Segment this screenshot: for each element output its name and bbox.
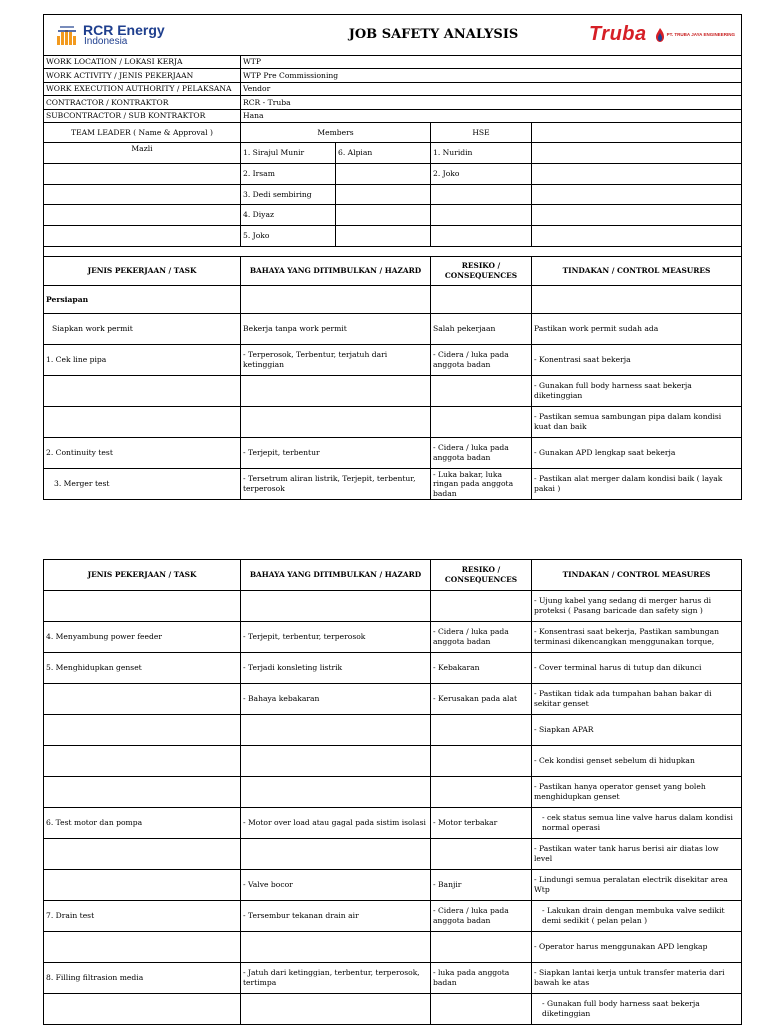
section-label: Persiapan xyxy=(44,286,241,314)
empty-cell xyxy=(431,286,532,314)
info-label: WORK EXECUTION AUTHORITY / PELAKSANA xyxy=(44,83,241,96)
truba-jaya-logo xyxy=(655,28,735,42)
empty-cell xyxy=(336,205,431,226)
control-cell: - Gunakan APD lengkap saat bekerja xyxy=(532,438,742,469)
task-cell xyxy=(44,684,241,715)
control-cell: - Gunakan full body harness saat bekerja diketinggian xyxy=(532,376,742,407)
control-cell: - Konentrasi saat bekerja xyxy=(532,345,742,376)
risk-cell: - Luka bakar, luka ringan pada anggota badan xyxy=(431,469,532,500)
member-name: 3. Dedi sembiring xyxy=(241,185,336,205)
hazard-cell xyxy=(241,777,431,808)
hazard-cell xyxy=(241,715,431,746)
empty-cell xyxy=(336,226,431,247)
empty-cell xyxy=(44,185,241,205)
control-cell: - Pastikan semua sambungan pipa dalam kondisi kuat dan baik xyxy=(532,407,742,438)
control-cell: - Siapkan lantai kerja untuk transfer materia dari bawah ke atas xyxy=(532,963,742,994)
task-cell: Siapkan work permit xyxy=(44,314,241,345)
risk-cell xyxy=(431,994,532,1025)
col-header-risk: RESIKO / CONSEQUENCES xyxy=(431,560,532,591)
control-cell: - Operator harus menggunakan APD lengkap xyxy=(532,932,742,963)
control-cell: - Pastikan hanya operator genset yang boleh menghidupkan genset xyxy=(532,777,742,808)
task-cell xyxy=(44,746,241,777)
col-header-task: JENIS PEKERJAAN / TASK xyxy=(44,560,241,591)
control-cell: - Cek kondisi genset sebelum di hidupkan xyxy=(532,746,742,777)
member-name: 6. Alpian xyxy=(336,143,431,164)
spacer-row xyxy=(44,247,742,257)
jsa-form-table-2 xyxy=(43,559,742,1025)
task-cell: 3. Merger test xyxy=(44,469,241,500)
team-leader-name: Mazli xyxy=(44,143,241,164)
control-cell: Pastikan work permit sudah ada xyxy=(532,314,742,345)
risk-cell: - Cidera / luka pada anggota badan xyxy=(431,438,532,469)
truba-logo: Truba xyxy=(588,23,647,46)
members-header: Members xyxy=(241,123,431,143)
task-cell xyxy=(44,932,241,963)
member-name: 4. Diyaz xyxy=(241,205,336,226)
info-label: WORK ACTIVITY / JENIS PEKERJAAN xyxy=(44,69,241,83)
hazard-cell: - Tersetrum aliran listrik, Terjepit, terbentur, terperosok xyxy=(241,469,431,500)
info-label: SUBCONTRACTOR / SUB KONTRAKTOR xyxy=(44,110,241,123)
risk-cell: - Motor terbakar xyxy=(431,808,532,839)
info-value: Vendor xyxy=(241,83,742,96)
hazard-cell xyxy=(241,839,431,870)
hazard-cell: - Terjadi konsleting listrik xyxy=(241,653,431,684)
team-leader-header: TEAM LEADER ( Name & Approval ) xyxy=(44,123,241,143)
logo-rcr-cell xyxy=(44,15,336,56)
hazard-cell xyxy=(241,376,431,407)
risk-cell xyxy=(431,715,532,746)
risk-cell: - Banjir xyxy=(431,870,532,901)
col-header-risk: RESIKO / CONSEQUENCES xyxy=(431,257,532,286)
hazard-cell: - Terjepit, terbentur xyxy=(241,438,431,469)
empty-cell xyxy=(241,286,431,314)
logo-right-cell xyxy=(532,15,742,56)
empty-cell xyxy=(532,123,742,143)
hazard-cell: - Terjepit, terbentur, terperosok xyxy=(241,622,431,653)
hazard-cell xyxy=(241,994,431,1025)
hse-name: 1. Nuridin xyxy=(431,143,532,164)
empty-cell xyxy=(431,185,532,205)
empty-cell xyxy=(336,164,431,185)
hazard-cell: - Motor over load atau gagal pada sistim isolasi xyxy=(241,808,431,839)
jsa-form-table-1 xyxy=(43,14,742,500)
info-label: WORK LOCATION / LOKASI KERJA xyxy=(44,56,241,69)
info-value: RCR - Truba xyxy=(241,96,742,110)
hse-name: 2. Joko xyxy=(431,164,532,185)
hazard-cell xyxy=(241,932,431,963)
hazard-cell: - Terperosok, Terbentur, terjatuh dari ketinggian xyxy=(241,345,431,376)
flame-icon xyxy=(655,28,665,42)
risk-cell: - Cidera / luka pada anggota badan xyxy=(431,622,532,653)
member-name: 2. Irsam xyxy=(241,164,336,185)
risk-cell xyxy=(431,777,532,808)
risk-cell xyxy=(431,407,532,438)
rcr-logo-sub: Indonesia xyxy=(84,36,128,47)
risk-cell: - Cidera / luka pada anggota badan xyxy=(431,901,532,932)
control-cell: - Siapkan APAR xyxy=(532,715,742,746)
empty-cell xyxy=(532,143,742,164)
col-header-task: JENIS PEKERJAAN / TASK xyxy=(44,257,241,286)
risk-cell xyxy=(431,746,532,777)
control-cell: - cek status semua line valve harus dalam kondisi normal operasi xyxy=(532,808,742,839)
control-cell: - Konsentrasi saat bekerja, Pastikan sambungan terminasi dikencangkan menggunakan torque, xyxy=(532,622,742,653)
hazard-cell xyxy=(241,746,431,777)
sun-icon xyxy=(54,22,80,48)
task-cell: 5. Menghidupkan genset xyxy=(44,653,241,684)
control-cell: - Pastikan alat merger dalam kondisi baik ( layak pakai ) xyxy=(532,469,742,500)
info-value: WTP Pre Commissioning xyxy=(241,69,742,83)
member-name: 5. Joko xyxy=(241,226,336,247)
empty-cell xyxy=(532,205,742,226)
col-header-hazard: BAHAYA YANG DITIMBULKAN / HAZARD xyxy=(241,560,431,591)
task-cell: 7. Drain test xyxy=(44,901,241,932)
task-cell: 6. Test motor dan pompa xyxy=(44,808,241,839)
member-name: 1. Sirajul Munir xyxy=(241,143,336,164)
col-header-hazard: BAHAYA YANG DITIMBULKAN / HAZARD xyxy=(241,257,431,286)
risk-cell xyxy=(431,591,532,622)
task-cell xyxy=(44,839,241,870)
task-cell: 8. Filling filtrasion media xyxy=(44,963,241,994)
control-cell: - Lakukan drain dengan membuka valve sedikit demi sedikit ( pelan pelan ) xyxy=(532,901,742,932)
task-cell xyxy=(44,376,241,407)
hse-header: HSE xyxy=(431,123,532,143)
risk-cell: - Cidera / luka pada anggota badan xyxy=(431,345,532,376)
empty-cell xyxy=(532,226,742,247)
hazard-cell: Bekerja tanpa work permit xyxy=(241,314,431,345)
truba-jaya-text: PT. TRUBA JAYA ENGINEERING xyxy=(666,32,735,38)
col-header-control: TINDAKAN / CONTROL MEASURES xyxy=(532,257,742,286)
hazard-cell: - Tersembur tekanan drain air xyxy=(241,901,431,932)
hazard-cell xyxy=(241,407,431,438)
empty-cell xyxy=(431,226,532,247)
hazard-cell xyxy=(241,591,431,622)
empty-cell xyxy=(44,205,241,226)
risk-cell: - Kebakaran xyxy=(431,653,532,684)
hazard-cell: - Bahaya kebakaran xyxy=(241,684,431,715)
risk-cell xyxy=(431,839,532,870)
empty-cell xyxy=(532,185,742,205)
risk-cell: - Kerusakan pada alat xyxy=(431,684,532,715)
control-cell: - Ujung kabel yang sedang di merger harus di proteksi ( Pasang baricade dan safety sign ) xyxy=(532,591,742,622)
task-cell xyxy=(44,715,241,746)
risk-cell: Salah pekerjaan xyxy=(431,314,532,345)
empty-cell xyxy=(336,185,431,205)
task-cell xyxy=(44,994,241,1025)
task-cell xyxy=(44,407,241,438)
empty-cell xyxy=(532,164,742,185)
control-cell: - Pastikan tidak ada tumpahan bahan bakar di sekitar genset xyxy=(532,684,742,715)
info-label: CONTRACTOR / KONTRAKTOR xyxy=(44,96,241,110)
page-title: JOB SAFETY ANALYSIS xyxy=(336,15,532,56)
task-cell: 1. Cek line pipa xyxy=(44,345,241,376)
control-cell: - Cover terminal harus di tutup dan dikunci xyxy=(532,653,742,684)
control-cell: - Gunakan full body harness saat bekerja diketinggian xyxy=(532,994,742,1025)
risk-cell: - luka pada anggota badan xyxy=(431,963,532,994)
control-cell: - Lindungi semua peralatan electrik disekitar area Wtp xyxy=(532,870,742,901)
rcr-energy-logo xyxy=(46,22,334,48)
risk-cell xyxy=(431,376,532,407)
empty-cell xyxy=(532,286,742,314)
empty-cell xyxy=(44,164,241,185)
task-cell xyxy=(44,870,241,901)
risk-cell xyxy=(431,932,532,963)
task-cell xyxy=(44,591,241,622)
rcr-logo-main: RCR Energy xyxy=(83,22,165,38)
control-cell: - Pastikan water tank harus berisi air diatas low level xyxy=(532,839,742,870)
info-value: WTP xyxy=(241,56,742,69)
hazard-cell: - Valve bocor xyxy=(241,870,431,901)
task-cell: 4. Menyambung power feeder xyxy=(44,622,241,653)
task-cell xyxy=(44,777,241,808)
info-value: Hana xyxy=(241,110,742,123)
col-header-control: TINDAKAN / CONTROL MEASURES xyxy=(532,560,742,591)
empty-cell xyxy=(44,226,241,247)
hazard-cell: - Jatuh dari ketinggian, terbentur, terperosok, tertimpa xyxy=(241,963,431,994)
task-cell: 2. Continuity test xyxy=(44,438,241,469)
empty-cell xyxy=(431,205,532,226)
